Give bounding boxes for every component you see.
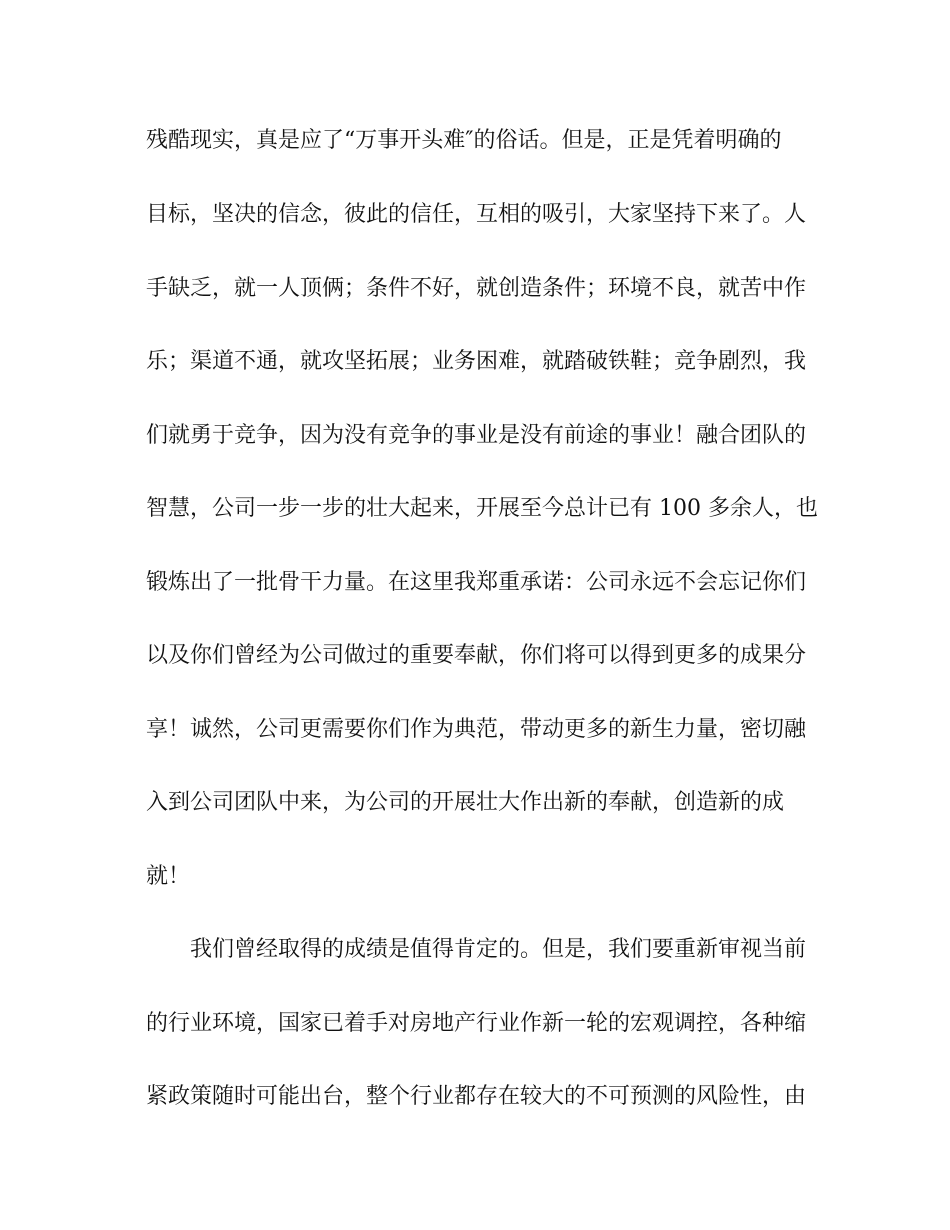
text-line: 目标，坚决的信念，彼此的信任，互相的吸引，大家坚持下来了。人 (146, 202, 807, 227)
text-line: 残酷现实，真是应了“万事开头难″的俗话。但是，正是凭着明确的 (146, 128, 782, 153)
text-line: 以及你们曾经为公司做过的重要奉献，你们将可以得到更多的成果分 (146, 643, 807, 668)
text-line: 锻炼出了一批骨干力量。在这里我郑重承诺：公司永远不会忘记你们 (146, 570, 807, 595)
text-line: 乐；渠道不通，就攻坚拓展；业务困难，就踏破铁鞋；竞争剧烈，我 (146, 349, 807, 374)
text-line: 入到公司团队中来，为公司的开展壮大作出新的奉献，创造新的成 (146, 790, 785, 815)
text-line: 的行业环境，国家已着手对房地产行业作新一轮的宏观调控，各种缩 (146, 1011, 807, 1036)
text-line: 享！诚然，公司更需要你们作为典范，带动更多的新生力量，密切融 (146, 717, 807, 742)
text-line: 我们曾经取得的成绩是值得肯定的。但是，我们要重新审视当前 (190, 937, 807, 962)
text-line: 智慧，公司一步一步的壮大起来，开展至今总计已有 100 多余人，也 (146, 496, 818, 521)
text-line: 手缺乏，就一人顶俩；条件不好，就创造条件；环境不良，就苦中作 (146, 276, 807, 301)
text-line: 们就勇于竞争，因为没有竞争的事业是没有前途的事业！融合团队的 (146, 423, 807, 448)
text-line: 紧政策随时可能出台，整个行业都存在较大的不可预测的风险性，由 (146, 1084, 807, 1109)
text-line: 就！ (146, 864, 191, 889)
